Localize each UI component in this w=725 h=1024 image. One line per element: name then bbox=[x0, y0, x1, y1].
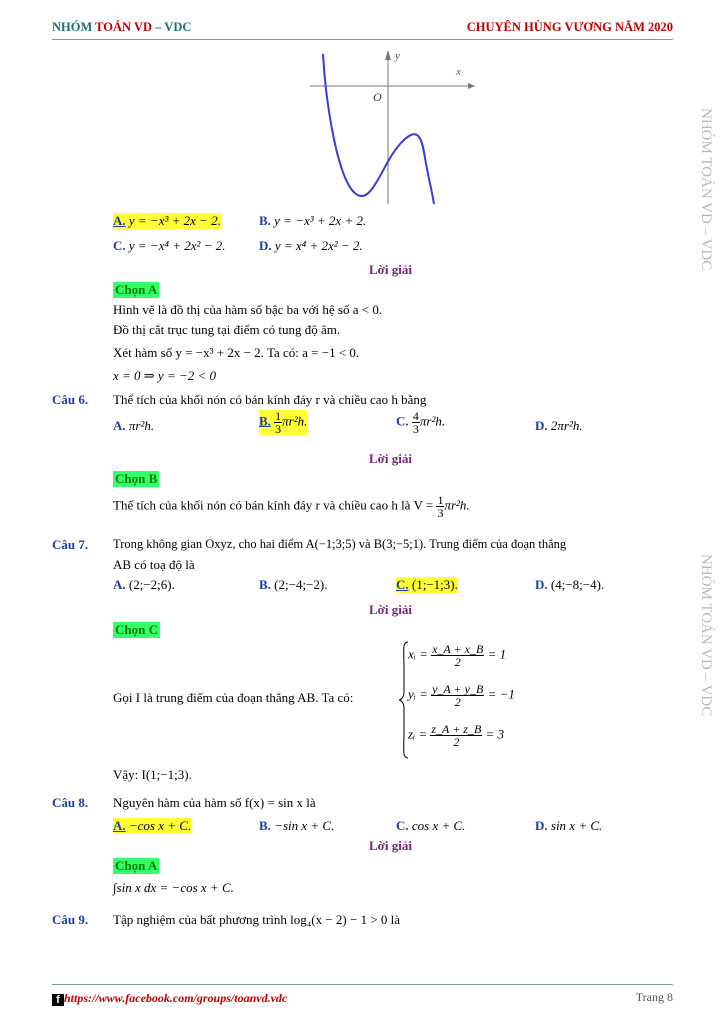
q6-option-d-text: 2πr²h. bbox=[550, 418, 583, 433]
q5-option-c[interactable] bbox=[113, 238, 225, 254]
q6-option-d[interactable] bbox=[535, 418, 583, 434]
q5-option-d-text: y = x⁴ + 2x² − 2. bbox=[274, 238, 363, 253]
footer-rule bbox=[52, 984, 673, 985]
q6-option-b-letter: B. bbox=[259, 413, 271, 429]
q8-option-b[interactable] bbox=[259, 818, 334, 834]
cubic-graph bbox=[300, 46, 480, 206]
graph-y-label: y bbox=[395, 50, 400, 62]
q6-option-b-den: 3 bbox=[275, 422, 282, 436]
q7-system-row-2-fraction bbox=[431, 683, 484, 708]
q5-option-b-letter: B. bbox=[259, 213, 271, 228]
q6-solution-den: 3 bbox=[437, 506, 444, 520]
q8-label: Câu 8. bbox=[52, 795, 89, 810]
header-rule bbox=[52, 39, 673, 40]
q6-option-b-text: πr²h. bbox=[282, 413, 308, 429]
q8-option-a[interactable] bbox=[113, 818, 191, 834]
q7-stem-line-2: AB có toạ độ là bbox=[113, 557, 195, 572]
q7-system-row-3 bbox=[408, 723, 504, 748]
q7-stem-line-1: Trong không gian Oxyz, cho hai điểm A(−1;3;5) và B(3;−5;1). Trung điểm của đoạn thẳng bbox=[113, 537, 567, 551]
watermark-bottom: NHÓM TOÁN VD – VDC bbox=[698, 554, 714, 717]
q6-answer-badge: Chọn B bbox=[115, 471, 158, 486]
q7-option-c-letter: C. bbox=[396, 577, 409, 592]
header-right: CHUYÊN HÙNG VƯƠNG NĂM 2020 bbox=[466, 20, 673, 34]
q7-option-b[interactable] bbox=[259, 577, 327, 593]
footer-link-group[interactable] bbox=[52, 990, 287, 1006]
q8-option-c-letter: C. bbox=[396, 818, 409, 833]
q7-conclusion: Vậy: I(1;−1;3). bbox=[113, 767, 192, 782]
q6-option-b-num: 1 bbox=[275, 409, 282, 423]
q7-system-row-3-den: 2 bbox=[453, 735, 460, 749]
q7-system-row-3-num: z_A + z_B bbox=[431, 722, 482, 736]
q7-option-a-text: (2;−2;6). bbox=[128, 577, 175, 592]
q6-option-a-text: πr²h. bbox=[128, 418, 155, 433]
q8-option-b-letter: B. bbox=[259, 818, 271, 833]
q7-system-row-1-fraction bbox=[431, 643, 484, 668]
x-axis-arrow bbox=[468, 83, 475, 89]
q8-option-a-text: −cos x + C. bbox=[128, 818, 192, 833]
q5-option-a[interactable] bbox=[113, 213, 221, 229]
q7-option-b-letter: B. bbox=[259, 577, 271, 592]
q6-option-c[interactable] bbox=[396, 410, 445, 435]
q8-option-b-text: −sin x + C. bbox=[274, 818, 335, 833]
footer-link[interactable]: https://www.facebook.com/groups/toanvd.vdc bbox=[64, 991, 288, 1005]
q5-option-b[interactable] bbox=[259, 213, 366, 229]
q7-system-row-2 bbox=[408, 683, 515, 708]
q6-label: Câu 6. bbox=[52, 392, 89, 407]
q9-label: Câu 9. bbox=[52, 912, 89, 927]
q5-option-b-text: y = −x³ + 2x + 2. bbox=[274, 213, 367, 228]
page-number: Trang 8 bbox=[635, 990, 673, 1004]
q5-option-c-letter: C. bbox=[113, 238, 126, 253]
q6-option-c-letter: C. bbox=[396, 413, 409, 429]
watermark-top: NHÓM TOÁN VD – VDC bbox=[698, 108, 714, 271]
q5-option-c-text: y = −x⁴ + 2x² − 2. bbox=[128, 238, 226, 253]
q5-option-d[interactable] bbox=[259, 238, 363, 254]
q7-option-d[interactable] bbox=[535, 577, 604, 593]
graph-x-label: x bbox=[456, 66, 461, 78]
q6-option-a[interactable] bbox=[113, 418, 154, 434]
q5-answer-badge: Chọn A bbox=[115, 282, 158, 297]
y-axis-arrow bbox=[385, 50, 391, 60]
q8-solution: ∫sin x dx = −cos x + C. bbox=[113, 880, 234, 895]
cubic-curve bbox=[323, 54, 434, 204]
q8-option-d[interactable] bbox=[535, 818, 602, 834]
q7-label: Câu 7. bbox=[52, 537, 89, 552]
q5-option-a-text: y = −x³ + 2x − 2. bbox=[128, 213, 221, 228]
q5-solution-line-2: Đồ thị cắt trục tung tại điểm có tung độ âm. bbox=[113, 322, 341, 337]
q6-option-c-den: 3 bbox=[412, 422, 419, 436]
q7-solution-prefix: Gọi I là trung điểm của đoạn thẳng AB. Ta có: bbox=[113, 690, 354, 705]
q7-option-d-text: (4;−8;−4). bbox=[550, 577, 605, 592]
q5-solution-line-3: Xét hàm số y = −x³ + 2x − 2. Ta có: a = −1 < 0. bbox=[113, 345, 360, 360]
q7-system-row-1-den: 2 bbox=[454, 655, 461, 669]
header-group-suffix: – VDC bbox=[152, 20, 192, 34]
q8-option-d-text: sin x + C. bbox=[550, 818, 603, 833]
q8-option-a-letter: A. bbox=[113, 818, 126, 833]
q8-option-c[interactable] bbox=[396, 818, 465, 834]
q7-system-row-2-rhs: = −1 bbox=[487, 686, 515, 702]
q6-option-a-letter: A. bbox=[113, 418, 126, 433]
q5-option-a-letter: A. bbox=[113, 213, 126, 228]
q6-stem: Thể tích của khối nón có bán kính đáy r và chiều cao h bằng bbox=[113, 392, 427, 407]
q6-solution-heading: Lời giải bbox=[369, 451, 412, 466]
q7-option-a[interactable] bbox=[113, 577, 175, 593]
q7-option-c[interactable] bbox=[396, 577, 458, 593]
q8-solution-heading: Lời giải bbox=[369, 838, 412, 853]
q7-system-row-1 bbox=[408, 643, 506, 668]
q7-answer-badge: Chọn C bbox=[115, 622, 158, 637]
q7-option-c-text: (1;−1;3). bbox=[411, 577, 458, 592]
q8-option-c-text: cos x + C. bbox=[411, 818, 466, 833]
q6-solution-suffix: πr²h. bbox=[444, 497, 470, 513]
graph-origin-label: O bbox=[373, 90, 382, 104]
q6-option-b[interactable] bbox=[259, 410, 307, 435]
q6-option-b-fraction bbox=[274, 410, 282, 435]
q6-option-c-fraction bbox=[412, 410, 420, 435]
q7-option-b-text: (2;−4;−2). bbox=[274, 577, 328, 592]
q5-solution-heading: Lời giải bbox=[369, 262, 412, 277]
q7-option-d-letter: D. bbox=[535, 577, 548, 592]
q8-option-d-letter: D. bbox=[535, 818, 548, 833]
q7-system-row-1-lhs: xᵢ = bbox=[408, 646, 428, 662]
q6-solution bbox=[113, 494, 470, 519]
q7-system-row-1-num: x_A + x_B bbox=[432, 642, 484, 656]
q7-system-row-2-den: 2 bbox=[454, 695, 461, 709]
q9-stem: Tập nghiệm của bất phương trình log₄(x − 2) − 1 > 0 là bbox=[113, 912, 401, 927]
q7-system-row-2-num: y_A + y_B bbox=[432, 682, 484, 696]
q7-system-row-3-lhs: zᵢ = bbox=[408, 726, 428, 742]
q7-system-row-2-lhs: yᵢ = bbox=[408, 686, 428, 702]
q7-system-row-3-fraction bbox=[430, 723, 482, 748]
header-group-label: NHÓM bbox=[52, 20, 96, 34]
q6-solution-num: 1 bbox=[437, 493, 444, 507]
q7-system-row-1-rhs: = 1 bbox=[487, 646, 507, 662]
q6-option-c-text: πr²h. bbox=[419, 413, 446, 429]
q5-option-d-letter: D. bbox=[259, 238, 272, 253]
q7-solution-heading: Lời giải bbox=[369, 602, 412, 617]
q6-solution-prefix: Thể tích của khối nón có bán kính đáy r và chiều cao h là V = bbox=[113, 497, 434, 513]
q8-answer-badge: Chọn A bbox=[115, 858, 158, 873]
header-left bbox=[52, 20, 191, 35]
q5-solution-line-1: Hình vẽ là đồ thị của hàm số bậc ba với hệ số a < 0. bbox=[113, 302, 383, 317]
q7-option-a-letter: A. bbox=[113, 577, 126, 592]
q6-option-c-num: 4 bbox=[412, 409, 419, 423]
facebook-icon: f bbox=[52, 994, 64, 1006]
q6-option-d-letter: D. bbox=[535, 418, 548, 433]
q5-solution-line-4: x = 0 ⇒ y = −2 < 0 bbox=[113, 368, 217, 383]
q7-system-row-3-rhs: = 3 bbox=[485, 726, 505, 742]
q8-stem: Nguyên hàm của hàm số f(x) = sin x là bbox=[113, 795, 316, 810]
header-group-highlight: TOÁN VD bbox=[95, 20, 153, 34]
